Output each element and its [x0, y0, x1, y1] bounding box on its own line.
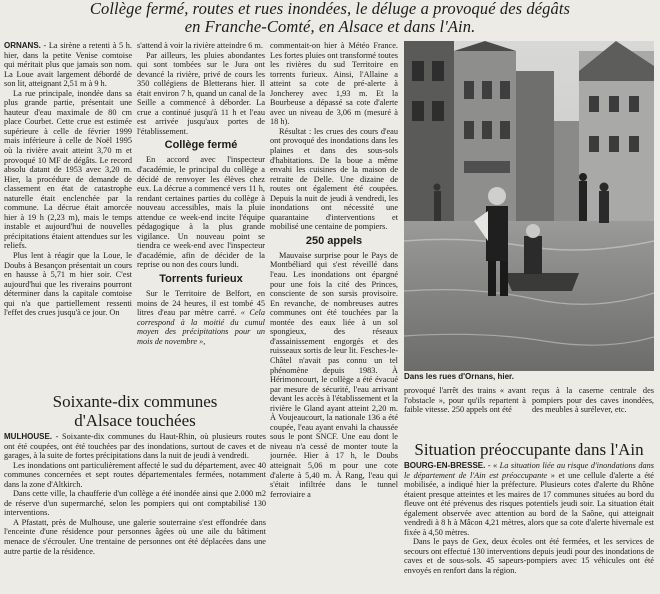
ornans-paragraph: ORNANS. - La sirène a retenti à 5 h. hier, dans la petite Venise comtoise qui méritait plus que jamais son nom. La Loue avait largement débordé de son lit, atteignant 2,51 m à 9 h.: [4, 41, 132, 89]
column-2-paragraph: En accord avec l'inspecteur d'académie, le principal du collège a décidé de renvoyer les élèves chez eux. La décrue a commencé vers 11 h, rendant certaines parties du collège à nouveau accessibles, mais la pluie attendue ce week-end incite l'équipe pédagogique à la plus grande vigilance. Un nouveau point se tiendra ce week-end avec l'inspecteur d'académie, afin de décider de la reprise ou non des cours lundi.: [137, 155, 265, 270]
alsace-title: [4, 392, 266, 430]
dateline-ornans: ORNANS.: [4, 41, 41, 50]
article-column-4: [404, 386, 526, 428]
ornans-paragraph: Plus lent à réagir que la Loue, le Doubs à Besançon présentait un cours en hausse à 5,71 m hier soir. C'est aujourd'hui que les riverains pourront déterminer dans la capitale comtoise qui n'a que partiellement ressenti l'effet des crues jusqu'à ce jour. On: [4, 251, 132, 318]
column-3-paragraph: Mauvaise surprise pour le Pays de Montbéliard qui s'est réveillé dans l'eau. Les inondations ont épargné pour une fois la cité des Princes, consciente de son sursis provisoire. En revanche, de nombreuses autres communes ont été touchées par la montée des eaux liée à un sol spongieux, des réseaux d'assainissement engorgés et des ruisseaux sortis de leur lit. Fesches-le-Châtel n'avait pas connu un tel phénomène depuis 1983. À Hérimoncourt, le collège a été évacué par mesure de sécurité, l'eau arrivant devant les accès à l'établissement et la rivière le Gland ayant atteint 2,20 m. À Voujeaucourt, la nationale 136 a été coupée, l'eau ayant envahi la chaussée sous le pont SNCF. Une eau dont le niveau n'a cessé de monter toute la journée. Hier à 17 h, le Doubs atteignait 5,06 m pour une cote d'alerte à 5,40 m. À Rang, l'eau qui s'était infiltrée dans le tunnel ferroviaire a: [270, 250, 398, 499]
alsace-paragraph: Les inondations ont particulièrement affecté le sud du département, avec 40 communes concernées et sept routes départementales fermées, notamment dans la zone d'Altkirch.: [4, 460, 266, 489]
article-ornans-column: [4, 41, 132, 391]
article-column-2: [137, 41, 265, 391]
ain-paragraph: Dans le pays de Gex, deux écoles ont été fermées, et les services de secours ont effectué 130 interventions depuis jeudi pour des inondations de caves et de sous-sols. 45 sapeurs-pompiers avec 15 véhicules ont été envoyés en renfort dans la région.: [404, 537, 654, 576]
headline-line-1: Collège fermé, routes et rues inondées, le déluge a provoqué des dégâts: [89, 0, 571, 18]
alsace-paragraph: A Pfastatt, près de Mulhouse, une galerie souterraine s'est effondrée dans l'enceinte d'une résidence pour personnes âgées où une aile du bâtiment menace de s'écrouler. Une trentaine de personnes ont été déplacées dans une autre partie de la résidence.: [4, 517, 266, 556]
alsace-title-line-2: d'Alsace touchées: [74, 411, 196, 430]
subhead-torrents-furieux: Torrents furieux: [159, 273, 243, 286]
subhead-250-appels: 250 appels: [305, 234, 363, 247]
dateline-bourg-en-bresse: BOURG-EN-BRESSE.: [404, 461, 486, 470]
subhead-college-ferme: Collège fermé: [164, 139, 238, 152]
column-3-paragraph: commentait-on hier à Météo France. Les fortes pluies ont transformé toutes les rivières du sud Territoire en torrents furieux. Ainsi, l'Allaine a atteint sa cote de pré-alerte à Joncherey avec 1,93 m. Et la Bourbeuse a dépassé sa cote d'alerte avec un niveau de 3,06 m (mesuré à 18 h).: [270, 41, 398, 127]
article-alsace: [4, 432, 266, 594]
headline: [0, 0, 660, 38]
article-column-3: [270, 41, 398, 594]
column-2-paragraph: Sur le Territoire de Belfort, en moins de 24 heures, il est tombé 45 litres d'eau par mètre carré. « Cela correspond à la moitié du cumul moyen des précipitations pour un mois de novembre »,: [137, 289, 265, 346]
ain-title: Situation préoccupante dans l'Ain: [414, 440, 644, 459]
column-2-paragraph: s'attend à voir la rivière atteindre 6 m.: [137, 41, 263, 50]
headline-line-2: en Franche-Comté, en Alsace et dans l'Ain.: [184, 17, 476, 36]
article-ain: [404, 461, 654, 594]
column-3-paragraph: Résultat : les crues des cours d'eau ont provoqué des inondations dans les plaines et dans des sous-sols d'habitations. De la boue a même envahi les cuisines de la maison de retraite de Delle. Une dizaine de routes ont également été coupées. Depuis la nuit de jeudi à vendredi, les inondations ont nécessité une quarantaine d'interventions et mobilisé une centaine de pompiers.: [270, 126, 398, 232]
flood-photo: [404, 41, 654, 371]
article-column-5: [532, 386, 654, 428]
column-4-paragraph: provoqué l'arrêt des trains « avant l'obstacle », pour qu'ils repartent à faible vitesse. 250 appels ont été: [404, 386, 526, 415]
column-5-paragraph: reçus à la caserne centrale des pompiers pour des caves inondées, des meubles à surélever, etc.: [532, 386, 654, 415]
alsace-paragraph: Dans cette ville, la chaufferie d'un collège a été inondée ainsi que 2.000 m2 de réserve d'un supermarché, selon les pompiers qui ont comptabilisé 130 interventions.: [4, 489, 266, 518]
alsace-title-line-1: Soixante-dix communes: [52, 392, 218, 411]
photo-caption: Dans les rues d'Ornans, hier.: [404, 372, 514, 381]
ornans-paragraph: La rue principale, inondée dans sa plus grande partie, présentait une hauteur d'eau maximale de 80 cm place Courbet. Cette crue est estimée supérieure à celle de février 1999 mais inférieure à celle de Noël 1995 où la rivière avait atteint 3,70 m et provoqué 10 MF de dégâts. Le record absolu datant de 1953 avec 3,20 m. Hier, la procédure de demande de classement en état de catastrophe naturelle était enclenchée par la commune. La décrue était amorcée hier à 19 h (2,23 m), mais le temps instable et aujourd'hui de nouvelles précipitations étaient attendues sur les reliefs.: [4, 88, 132, 251]
ain-paragraph: BOURG-EN-BRESSE. - « La situation liée au risque d'inondations dans le département de l'Ain est préoccupante » et une cellule d'alerte a été mobilisée, a indiqué hier la préfecture. Plusieurs cotes d'alerte du Rhône étaient presque atteintes et les maires de 17 communes situées au bord du fleuve ont été prévenus des risques potentiels jeudi soir. La situation était également observée avec attention au bord de la Saône, qui atteignait vendredi à 8 h à Mâcon 4,21 mètres, alors que sa cote d'alerte hivernale est fixée à 4,50 mètres.: [404, 461, 654, 537]
alsace-paragraph: MULHOUSE. - Soixante-dix communes du Haut-Rhin, où plusieurs routes ont été coupées, ont été touchées par des inondations, surtout de caves et de garages, à la suite de fortes précipitations dans la nuit de jeudi à vendredi.: [4, 432, 266, 461]
dateline-mulhouse: MULHOUSE.: [4, 432, 52, 441]
column-2-paragraph: Par ailleurs, les pluies abondantes qui sont tombées sur le Jura ont devancé la rivière, privé de cours les 350 collégiens de Bletterans hier. Il était environ 7 h, quand un canal de la Seille a commencé à déborder. La crue a continué jusqu'à 11 h et l'eau est arrivée jusqu'aux portes de l'établissement.: [137, 50, 265, 136]
